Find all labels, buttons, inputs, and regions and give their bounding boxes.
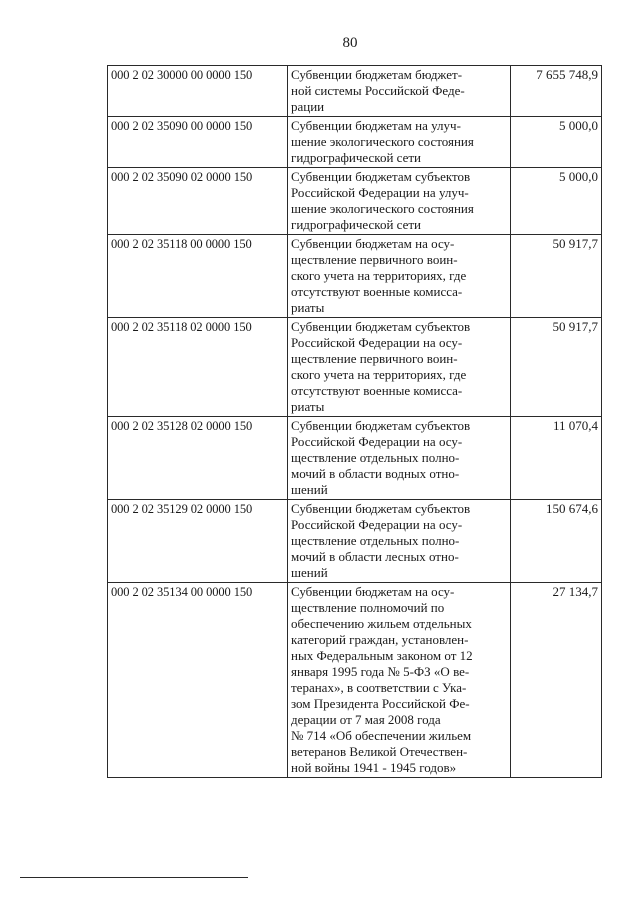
budget-code-cell: 000 2 02 35134 00 0000 150 (108, 583, 288, 778)
budget-code-cell: 000 2 02 35118 00 0000 150 (108, 235, 288, 318)
table-row (108, 117, 602, 168)
amount-cell: 7 655 748,9 (511, 66, 602, 117)
budget-code-cell: 000 2 02 35090 02 0000 150 (108, 168, 288, 235)
revenue-name-cell: Субвенции бюджетам субъектов Российской Федерации на осу- ществление отдельных полно- мочий в области лесных отно- шений (288, 500, 511, 583)
table-row (108, 500, 602, 583)
budget-code-cell: 000 2 02 30000 00 0000 150 (108, 66, 288, 117)
budget-code-cell: 000 2 02 35128 02 0000 150 (108, 417, 288, 500)
budget-code-cell: 000 2 02 35129 02 0000 150 (108, 500, 288, 583)
table-row (108, 583, 602, 778)
revenue-name-cell: Субвенции бюджетам субъектов Российской Федерации на улуч- шение экологического состояния гидрографической сети (288, 168, 511, 235)
revenue-name-cell: Субвенции бюджетам субъектов Российской Федерации на осу- ществление первичного воин- ского учета на территориях, где отсутствуют военные комисса- риаты (288, 318, 511, 417)
amount-cell: 50 917,7 (511, 318, 602, 417)
amount-cell: 11 070,4 (511, 417, 602, 500)
table-row (108, 168, 602, 235)
budget-code-cell: 000 2 02 35090 00 0000 150 (108, 117, 288, 168)
footnote-separator-line (20, 877, 248, 878)
amount-cell: 5 000,0 (511, 117, 602, 168)
page-number: 80 (342, 35, 358, 51)
revenue-name-cell: Субвенции бюджетам субъектов Российской Федерации на осу- ществление отдельных полно- мочий в области водных отно- шений (288, 417, 511, 500)
amount-cell: 150 674,6 (511, 500, 602, 583)
revenue-name-cell: Субвенции бюджетам на осу- ществление полномочий по обеспечению жильем отдельных категорий граждан, установлен- ных Федеральным законом от 12 января 1995 года № 5-ФЗ «О ве- теранах», в соответствии с Ука- зом Президента Российской Фе- дерации от 7 мая 2008 года № 714 «Об обеспечении жильем ветеранов Великой Отечествен- ной войны 1941 - 1945 годов» (288, 583, 511, 778)
amount-cell: 5 000,0 (511, 168, 602, 235)
table-row (108, 318, 602, 417)
table-row (108, 417, 602, 500)
amount-cell: 50 917,7 (511, 235, 602, 318)
budget-code-cell: 000 2 02 35118 02 0000 150 (108, 318, 288, 417)
table-row (108, 235, 602, 318)
revenue-name-cell: Субвенции бюджетам бюджет- ной системы Российской Феде- рации (288, 66, 511, 117)
budget-table (107, 65, 602, 778)
amount-cell: 27 134,7 (511, 583, 602, 778)
table-row (108, 66, 602, 117)
revenue-name-cell: Субвенции бюджетам на улуч- шение экологического состояния гидрографической сети (288, 117, 511, 168)
revenue-name-cell: Субвенции бюджетам на осу- ществление первичного воин- ского учета на территориях, где отсутствуют военные комисса- риаты (288, 235, 511, 318)
